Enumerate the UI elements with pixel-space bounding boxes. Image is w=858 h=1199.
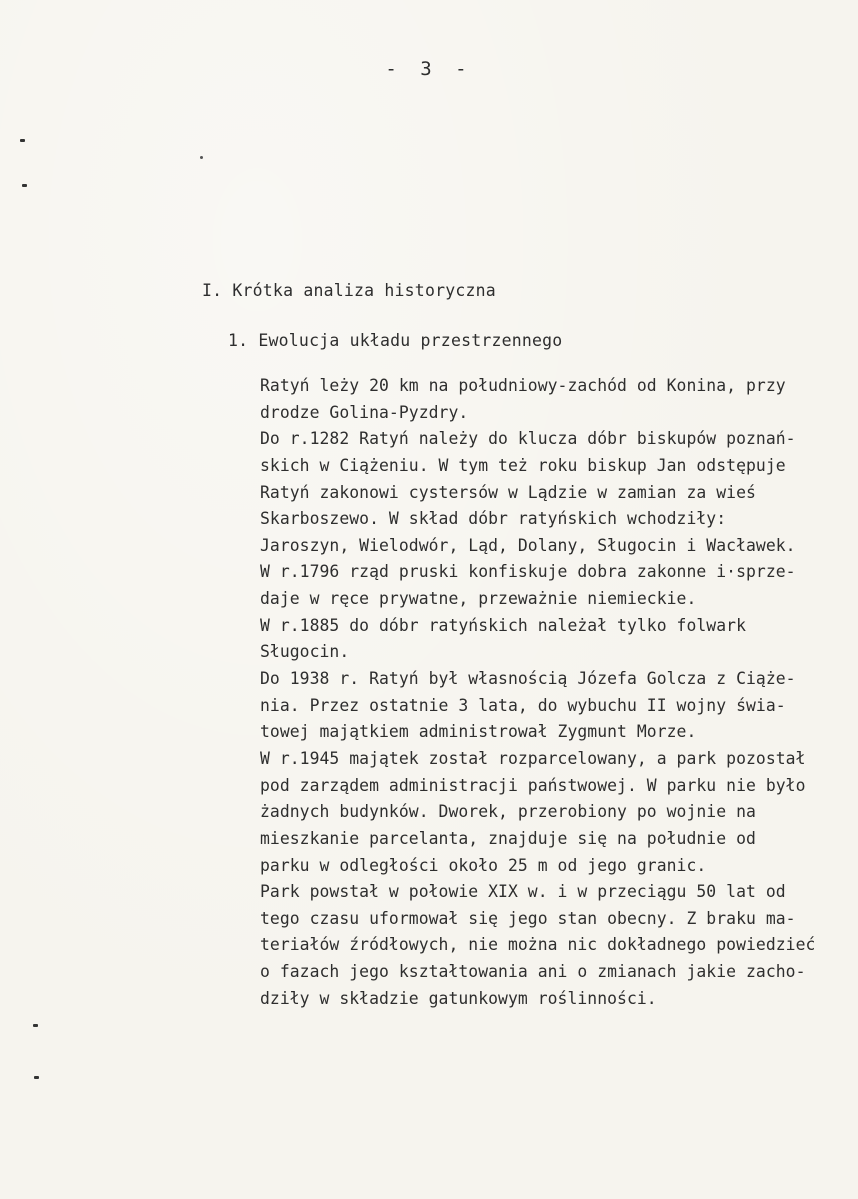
body-line: W r.1885 do dóbr ratyńskich należał tylko folwark <box>260 615 746 635</box>
body-line: żadnych budynków. Dworek, przerobiony po wojnie na <box>260 802 756 822</box>
body-line: mieszkanie parcelanta, znajduje się na południe od <box>260 828 756 848</box>
body-text <box>260 373 858 1012</box>
body-line: pod zarządem administracji państwowej. W parku nie było <box>260 775 806 795</box>
body-line: Ratyń leży 20 km na południowy-zachód od Konina, przy <box>260 376 786 395</box>
page-number: - 3 - <box>385 58 473 80</box>
body-line: dziły w składzie gatunkowym roślinności. <box>260 988 657 1008</box>
body-line: Skarboszewo. W skład dóbr ratyńskich wchodziły: <box>260 509 727 529</box>
body-line: daje w ręce prywatne, przeważnie niemieckie. <box>260 589 697 609</box>
body-line: nia. Przez ostatnie 3 lata, do wybuchu II wojny świa- <box>260 695 786 715</box>
margin-mark <box>34 1076 39 1079</box>
body-line: skich w Ciążeniu. W tym też roku biskup Jan odstępuje <box>260 455 786 475</box>
body-line: Jaroszyn, Wielodwór, Ląd, Dolany, Sługocin i Wacławek. <box>260 535 796 555</box>
body-line: parku w odległości około 25 m od jego granic. <box>260 855 707 875</box>
body-line: towej majątkiem administrował Zygmunt Morze. <box>260 722 697 742</box>
body-line: drodze Golina-Pyzdry. <box>260 402 469 422</box>
body-line: W r.1796 rząd pruski konfiskuje dobra zakonne i·sprze- <box>260 562 796 582</box>
body-line: o fazach jego kształtowania ani o zmianach jakie zacho- <box>260 962 806 982</box>
margin-dot <box>200 156 203 159</box>
body-line: Do r.1282 Ratyń należy do klucza dóbr biskupów poznań- <box>260 429 796 449</box>
body-line: teriałów źródłowych, nie można nic dokładnego powiedzieć <box>260 935 816 955</box>
body-line: Sługocin. <box>260 642 350 662</box>
body-line: tego czasu uformował się jego stan obecny. Z braku ma- <box>260 908 796 928</box>
section-heading: I. Krótka analiza historyczna <box>202 281 496 300</box>
body-line: Park powstał w połowie XIX w. i w przeciągu 50 lat od <box>260 882 786 902</box>
margin-mark <box>22 184 27 187</box>
body-line: Ratyń zakonowi cystersów w Lądzie w zamian za wieś <box>260 482 756 502</box>
margin-mark <box>20 139 25 142</box>
body-line: Do 1938 r. Ratyń był własnością Józefa Golcza z Ciąże- <box>260 669 796 689</box>
body-line: W r.1945 majątek został rozparcelowany, a park pozostał <box>260 748 806 768</box>
margin-mark <box>33 1024 38 1027</box>
subsection-heading: 1. Ewolucja układu przestrzennego <box>228 331 563 350</box>
